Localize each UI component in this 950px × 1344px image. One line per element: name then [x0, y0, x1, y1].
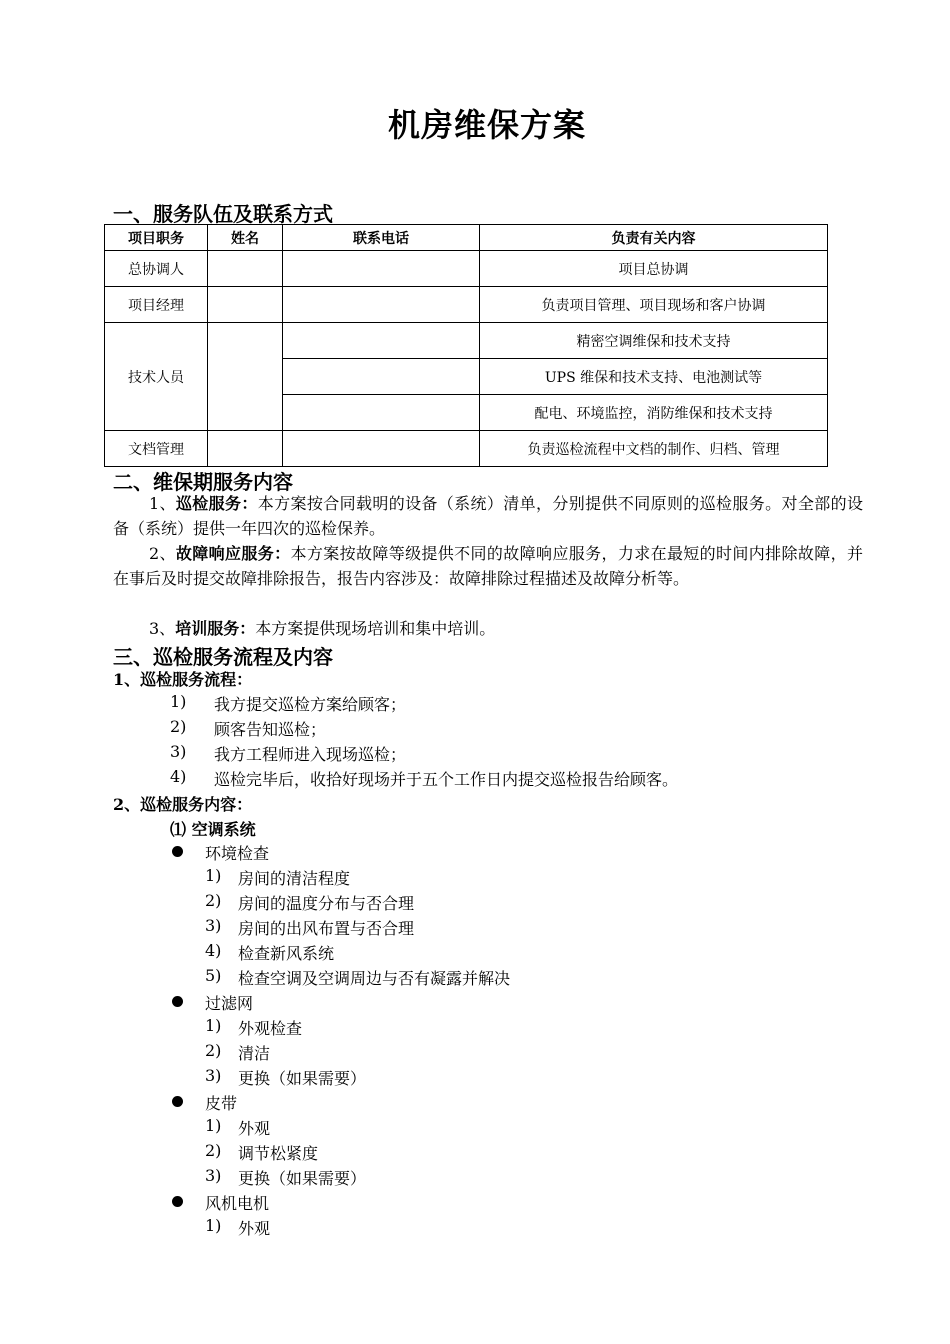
section-heading-services: 二、维保期服务内容	[113, 470, 293, 494]
section-heading-team: 一、服务队伍及联系方式	[113, 202, 333, 226]
list-item-text: 房间的温度分布与否合理	[238, 894, 415, 913]
bullet-icon	[172, 846, 183, 857]
item-label: 巡检服务：	[175, 494, 258, 513]
list-item-text: 外观	[238, 1119, 271, 1138]
subheading-content: 2、巡检服务内容：	[113, 795, 253, 814]
table-row	[105, 287, 828, 323]
list-item-text: 外观检查	[238, 1019, 303, 1038]
list-item-text: 我方工程师进入现场巡检；	[214, 745, 407, 764]
list-item-text: 更换（如果需要）	[238, 1169, 367, 1188]
cell-phone	[283, 431, 480, 467]
list-item	[170, 692, 186, 711]
list-number: 2)	[170, 717, 187, 736]
subheading-ac-system: ⑴ 空调系统	[170, 820, 256, 839]
list-item	[170, 742, 186, 761]
cell-duty: UPS 维保和技术支持、电池测试等	[480, 359, 828, 395]
list-item-text: 清洁	[238, 1044, 271, 1063]
header-name: 姓名	[208, 225, 283, 251]
list-number: 1)	[205, 1016, 222, 1035]
list-item-text: 调节松紧度	[238, 1144, 319, 1163]
list-number: 1)	[170, 692, 187, 711]
list-item-text: 更换（如果需要）	[238, 1069, 367, 1088]
group-title: 环境检查	[205, 844, 270, 863]
list-number: 2)	[205, 1141, 222, 1160]
list-item	[170, 717, 186, 736]
cell-name	[208, 323, 283, 431]
list-number: 3)	[205, 1166, 222, 1185]
subheading-flow: 1、巡检服务流程：	[113, 670, 253, 689]
list-number: 1)	[205, 1216, 222, 1235]
table-row	[105, 431, 828, 467]
group-title: 风机电机	[205, 1194, 270, 1213]
list-number: 2)	[205, 891, 222, 910]
list-item-text: 房间的出风布置与否合理	[238, 919, 415, 938]
service-item-inspection	[113, 491, 863, 541]
group-title: 过滤网	[205, 994, 254, 1013]
item-number: 1、	[149, 494, 176, 513]
list-number: 3)	[205, 1066, 222, 1085]
cell-role: 技术人员	[105, 323, 208, 431]
cell-phone	[283, 323, 480, 359]
item-number: 2、	[149, 544, 176, 563]
list-number: 1)	[205, 866, 222, 885]
cell-role: 文档管理	[105, 431, 208, 467]
list-number: 3)	[170, 742, 187, 761]
list-item-text: 外观	[238, 1219, 271, 1238]
service-item-fault-response	[113, 541, 863, 591]
list-item-text: 顾客告知巡检；	[214, 720, 327, 739]
list-number: 4)	[205, 941, 222, 960]
cell-name	[208, 431, 283, 467]
header-phone: 联系电话	[283, 225, 480, 251]
header-duty: 负责有关内容	[480, 225, 828, 251]
table-row	[105, 323, 828, 359]
item-text: 本方案提供现场培训和集中培训。	[255, 619, 496, 638]
list-item	[170, 767, 186, 786]
bullet-icon	[172, 996, 183, 1007]
bullet-icon	[172, 1096, 183, 1107]
item-number: 3、	[149, 619, 176, 638]
cell-duty: 负责项目管理、项目现场和客户协调	[480, 287, 828, 323]
item-label: 故障响应服务：	[175, 544, 291, 563]
staff-table	[104, 224, 828, 467]
bullet-icon	[172, 1196, 183, 1207]
list-number: 4)	[170, 767, 187, 786]
item-label: 培训服务：	[175, 619, 256, 638]
list-item-text: 房间的清洁程度	[238, 869, 351, 888]
cell-phone	[283, 251, 480, 287]
group-title: 皮带	[205, 1094, 238, 1113]
list-item-text: 巡检完毕后，收拾好现场并于五个工作日内提交巡检报告给顾客。	[214, 770, 679, 789]
header-role: 项目职务	[105, 225, 208, 251]
service-item-training	[113, 616, 863, 641]
item-text: 本方案按故障等级提供不同的故障响应服务，力求在最短的时间内排除故障，并在事后及时提交故障排除报告，报告内容涉及：故障排除过程描述及故障分析等。	[113, 544, 863, 588]
cell-name	[208, 251, 283, 287]
list-number: 1)	[205, 1116, 222, 1135]
item-text: 本方案按合同载明的设备（系统）清单，分别提供不同原则的巡检服务。对全部的设备（系统）提供一年四次的巡检保养。	[113, 494, 863, 538]
list-item-text: 检查新风系统	[238, 944, 335, 963]
cell-name	[208, 287, 283, 323]
list-item-text: 检查空调及空调周边与否有凝露并解决	[238, 969, 511, 988]
document-title: 机房维保方案	[387, 106, 586, 144]
cell-phone	[283, 359, 480, 395]
cell-role: 项目经理	[105, 287, 208, 323]
list-number: 3)	[205, 916, 222, 935]
list-number: 2)	[205, 1041, 222, 1060]
table-header-row	[105, 225, 828, 251]
cell-role: 总协调人	[105, 251, 208, 287]
cell-duty: 配电、环境监控，消防维保和技术支持	[480, 395, 828, 431]
table-row	[105, 251, 828, 287]
cell-duty: 负责巡检流程中文档的制作、归档、管理	[480, 431, 828, 467]
cell-phone	[283, 287, 480, 323]
list-item-text: 我方提交巡检方案给顾客；	[214, 695, 407, 714]
list-number: 5)	[205, 966, 222, 985]
cell-phone	[283, 395, 480, 431]
cell-duty: 精密空调维保和技术支持	[480, 323, 828, 359]
section-heading-process: 三、巡检服务流程及内容	[113, 645, 333, 669]
cell-duty: 项目总协调	[480, 251, 828, 287]
